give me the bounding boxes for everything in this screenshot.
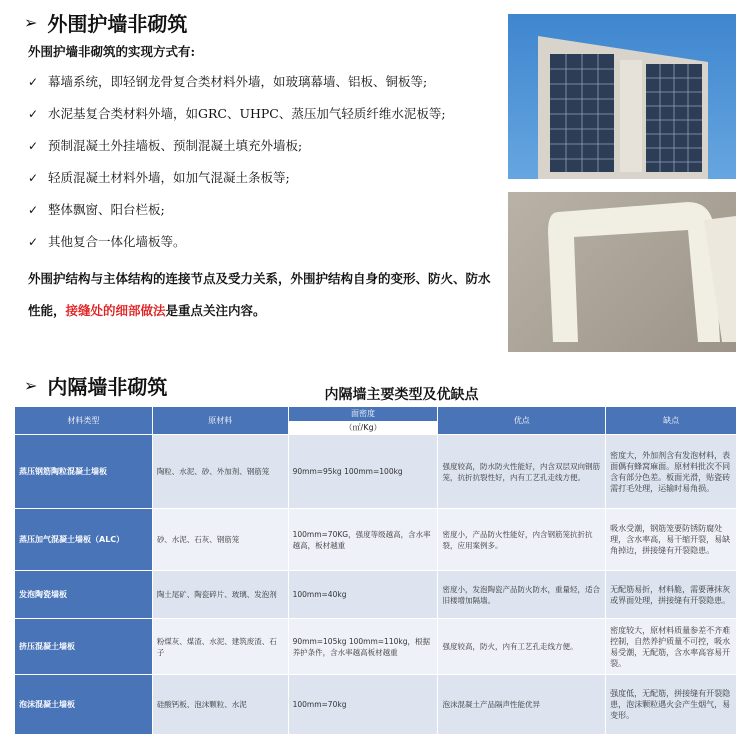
bullet-list xyxy=(28,72,498,264)
check-icon: ✓ xyxy=(28,235,39,249)
list-item: ✓ 水泥基复合类材料外墙，如GRC、UHPC、蒸压加气轻质纤维水泥板等; xyxy=(28,104,498,136)
header-density: 面密度 （㎡/Kg） xyxy=(288,407,438,435)
building-facade-photo xyxy=(508,14,736,179)
table-row: 发泡陶瓷墙板 陶土尾矿、陶瓷碎片、玻璃、发泡剂 100mm=40kg 密度小，发泡陶瓷产品防火防水，重量轻，适合旧楼增加隔墙。 无配筋易折，材料脆，需要薄抹灰或界面处理，拼接缝有开裂隐患。 xyxy=(15,571,737,619)
list-item: ✓ 预制混凝土外挂墙板、预制混凝土填充外墙板; xyxy=(28,136,498,168)
header-cons: 缺点 xyxy=(606,407,737,435)
section-title-text: 外围护墙非砌筑 xyxy=(47,12,188,36)
header-type: 材料类型 xyxy=(15,407,153,435)
table-title: 内隔墙主要类型及优缺点 xyxy=(324,387,479,403)
check-icon: ✓ xyxy=(28,203,39,217)
wall-types-table xyxy=(14,406,737,735)
check-icon: ✓ xyxy=(28,107,39,121)
list-item: ✓ 幕墙系统，即轻钢龙骨复合类材料外墙，如玻璃幕墙、铝板、铜板等; xyxy=(28,72,498,104)
table-row: 泡沫混凝土墙板 硅酸钙板、泡沫颗粒、水泥 100mm=70kg 泡沫混凝土产品隔声性能优异 强度低，无配筋，拼接缝有开裂隐患，泡沫颗粒遇火会产生烟气，易变形。 xyxy=(15,675,737,735)
table-row: 蒸压钢筋陶粒混凝土墙板 陶粒、水泥、砂、外加剂、钢筋笼 90mm=95kg 100mm=100kg 强度较高，防水防火性能好，内含双层双向钢筋笼，抗折抗裂性好，内有工艺孔走线方便。 密度大，外加剂含有发泡材料，表面偶有蜂窝麻面。原材料批次不同含有部分色差。板面光滑，贴瓷砖需打毛处理，运输时易角损。 xyxy=(15,435,737,509)
summary-text: 外围护结构与主体结构的连接节点及受力关系，外围护结构自身的变形、防火、防水性能，接缝处的细部做法是重点关注内容。 xyxy=(28,271,491,318)
check-icon: ✓ xyxy=(28,171,39,185)
list-item: ✓ 整体飘窗、阳台栏板; xyxy=(28,200,498,232)
check-icon: ✓ xyxy=(28,139,39,153)
check-icon: ✓ xyxy=(28,75,39,89)
header-raw: 原材料 xyxy=(152,407,288,435)
list-item: ✓ 其他复合一体化墙板等。 xyxy=(28,232,498,264)
list-item: ✓ 轻质混凝土材料外墙，如加气混凝土条板等; xyxy=(28,168,498,200)
section-title-exterior xyxy=(24,8,187,37)
arrow-bullet-icon: ➢ xyxy=(24,13,38,32)
table-row: 挤压混凝土墙板 粉煤灰、煤渣、水泥、建筑废渣、石子 90mm=105kg 100mm=110kg，根据养护条件，含水率越高板材越重 强度较高，防火，内有工艺孔走线方便。 密度较大，原材料质量参差不齐难控制，自然养护质量不可控，吸水易受潮，无配筋，含水率高容易开裂。 xyxy=(15,619,737,675)
precast-panel-photo xyxy=(508,192,736,352)
table-header-row xyxy=(15,407,737,435)
section-title-text: 内隔墙非砌筑 xyxy=(47,375,168,399)
intro-text: 外围护墙非砌筑的实现方式有: xyxy=(28,44,196,59)
header-pros: 优点 xyxy=(438,407,606,435)
highlight-text: 接缝处的细部做法 xyxy=(65,303,166,318)
arrow-bullet-icon: ➢ xyxy=(24,376,38,395)
table-row: 蒸压加气混凝土墙板（ALC） 砂、水泥、石灰、钢筋笼 100mm=70KG，强度等级越高，含水率越高，板材越重 密度小，产品防火性能好，内含钢筋笼抗折抗裂，应用案例多。 吸水受潮，钢筋笼要防锈防腐处理，含水率高，易干缩开裂，易缺角掉边，拼接缝有开裂隐患。 xyxy=(15,509,737,571)
